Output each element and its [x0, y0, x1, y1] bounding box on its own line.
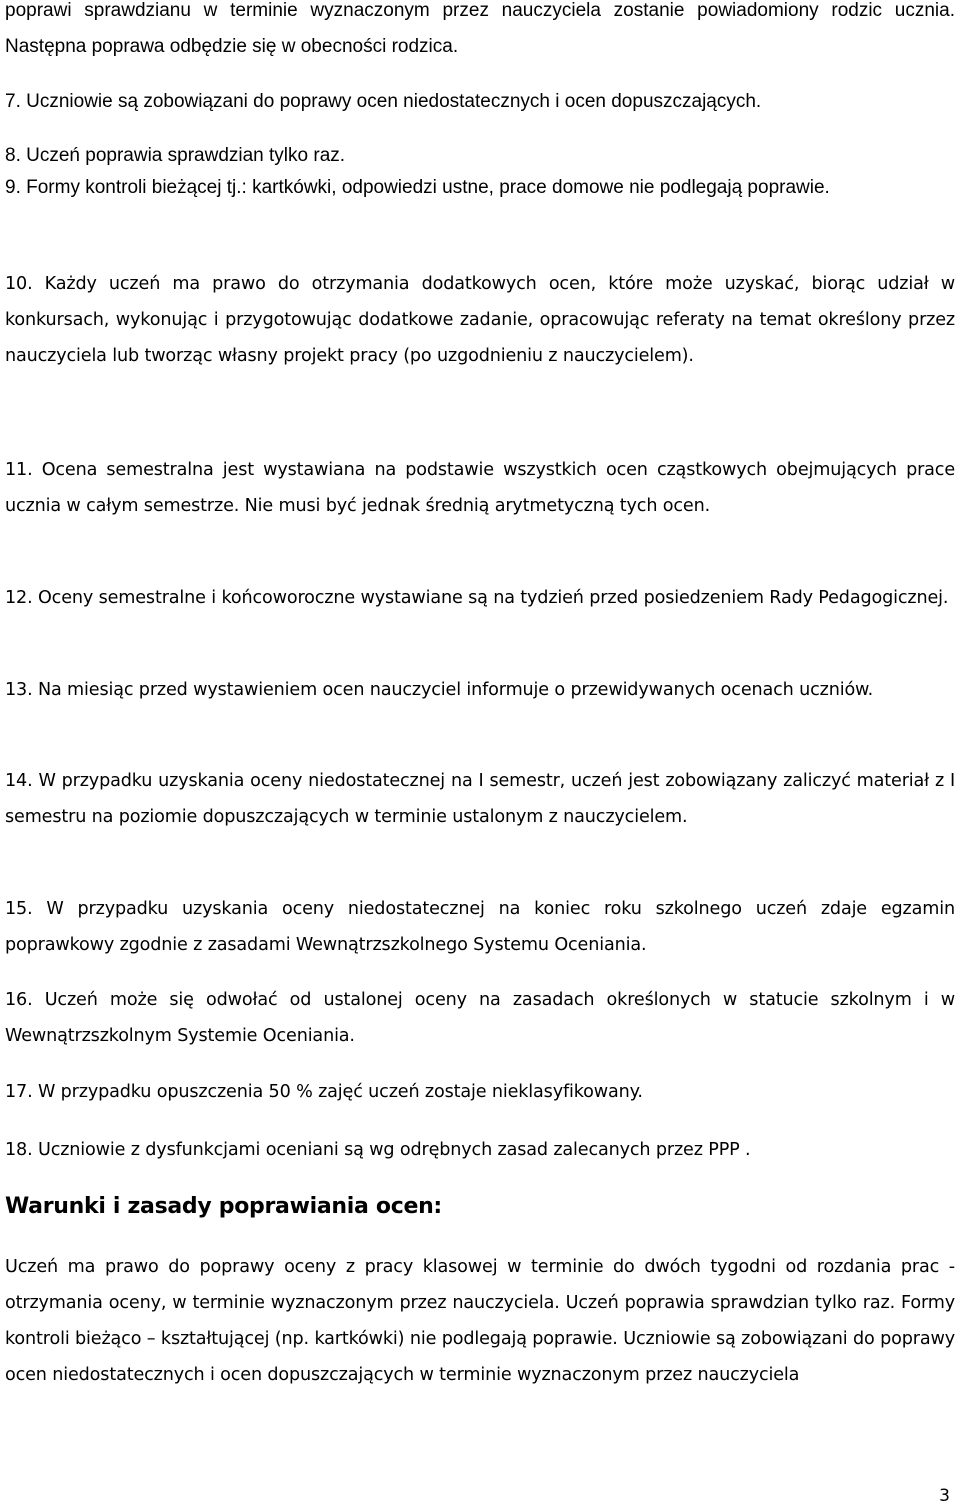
list-item-13: 13. Na miesiąc przed wystawieniem ocen nauczyciel informuje o przewidywanych ocenach uczniów.	[5, 680, 874, 700]
list-item-14: 14. W przypadku uzyskania oceny niedostatecznej na I semestr, uczeń jest zobowiązany zaliczyć materiał z I semestru na poziomie dopuszczających w terminie ustalonym z nauczycielem.	[5, 771, 955, 827]
section-heading: Warunki i zasady poprawiania ocen:	[5, 1194, 442, 1219]
list-item-11: 11. Ocena semestralna jest wystawiana na podstawie wszystkich ocen cząstkowych obejmujących prace ucznia w całym semestrze. Nie musi być jednak średnią arytmetyczną tych ocen.	[5, 460, 955, 516]
list-item-17: 17. W przypadku opuszczenia 50 % zajęć uczeń zostaje nieklasyfikowany.	[5, 1082, 643, 1102]
list-item-12: 12. Oceny semestralne i końcoworoczne wystawiane są na tydzień przed posiedzeniem Rady Pedagogicznej.	[5, 588, 949, 608]
page-number: 3	[939, 1486, 950, 1506]
list-item-15: 15. W przypadku uzyskania oceny niedostatecznej na koniec roku szkolnego uczeń zdaje egzamin poprawkowy zgodnie z zasadami Wewnątrzszkolnego Systemu Oceniania.	[5, 899, 955, 955]
final-paragraph: Uczeń ma prawo do poprawy oceny z pracy klasowej w terminie do dwóch tygodni od rozdania prac - otrzymania oceny, w terminie wyznaczonym przez nauczyciela. Uczeń poprawia sprawdzian tylko raz. Formy kontroli bieżąco – kształtującej (np. kartkówki) nie podlegają poprawie. Uczniowie są zobowiązani do poprawy ocen niedostatecznych i ocen dopuszczających w terminie wyznaczonym przez nauczyciela	[5, 1257, 955, 1385]
list-item-16: 16. Uczeń może się odwołać od ustalonej oceny na zasadach określonych w statucie szkolnym i w Wewnątrzszkolnym Systemie Oceniania.	[5, 990, 955, 1046]
paragraph-continuation: poprawi sprawdzianu w terminie wyznaczonym przez nauczyciela zostanie powiadomiony rodzic ucznia. Następna poprawa odbędzie się w obecności rodzica.	[5, 0, 955, 57]
list-item-10: 10. Każdy uczeń ma prawo do otrzymania dodatkowych ocen, które może uzyskać, biorąc udział w konkursach, wykonując i przygotowując dodatkowe zadanie, opracowując referaty na temat określony przez nauczyciela lub tworząc własny projekt pracy (po uzgodnieniu z nauczycielem).	[5, 274, 955, 366]
list-item-7: 7. Uczniowie są zobowiązani do poprawy ocen niedostatecznych i ocen dopuszczających.	[5, 91, 762, 112]
list-item-18: 18. Uczniowie z dysfunkcjami oceniani są wg odrębnych zasad zalecanych przez PPP .	[5, 1140, 751, 1160]
list-item-8: 8. Uczeń poprawia sprawdzian tylko raz.	[5, 145, 346, 166]
list-item-9: 9. Formy kontroli bieżącej tj.: kartkówki, odpowiedzi ustne, prace domowe nie podlegają poprawie.	[5, 177, 830, 198]
